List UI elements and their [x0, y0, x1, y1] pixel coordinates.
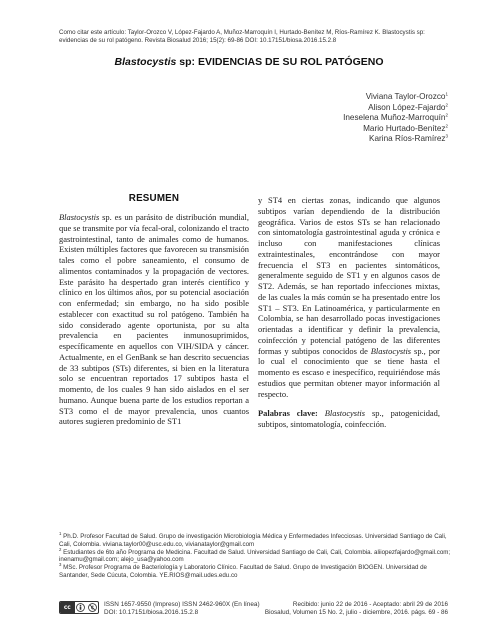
title-genus: Blastocystis [114, 56, 177, 68]
author-3: Ineselena Muñoz-Marroquín$^2$ [343, 112, 448, 123]
volume-line: Biosalud, Volumen 15 No. 2, julio - diciembre, 2016. págs. 69 - 86 [264, 609, 448, 617]
cc-license-badge[interactable] [59, 601, 99, 614]
abstract-paragraph-right: y ST4 en ciertas zonas, indicando que algunos subtipos varían dependiendo de la distribución geográfica. Varios de estos STs se han relacionado con sintomatología gastrointestinal aguda y crónica e incluso con manifestaciones clínicas extraintestinales, encontrándose con mayor frecuencia el ST3 en pacientes sintomáticos, generalmente seguido de ST1 y en algunos casos de ST2. Además, se han reportado infecciones mixtas, de las cuales la más común se ha presentado entre los ST1 – ST3. En Latinoamérica, y particularmente en Colombia, se han desarrollado pocas investigaciones orientadas a identificar y definir la prevalencia, coinfección y potencial patógeno de las diferentes formas y subtipos conocidos de Blastocystis sp., por lo cual el conocimiento que se tiene hasta el momento es escaso e inespecífico, requiriéndose más estudios que permitan obtener mayor información al respecto. [258, 195, 440, 399]
author-5: Karina Ríos-Ramírez$^3$ [369, 133, 448, 144]
attribution-icon [75, 602, 87, 613]
citation-note: Como citar este artículo: Taylor-Orozco V, López-Fajardo A, Muñoz-Marroquín I, Hurtado-Benítez M, Ríos-Ramírez K. Blastocystis sp: evidencias de su rol patógeno. Revista Biosalud 2016; 15(2): 69-86 DOI: 10.17151/biosa.2016.15.2.8 [59, 29, 425, 45]
issn-line: ISSN 1657-9550 (Impreso) ISSN 2462-960X (En línea) [104, 601, 260, 608]
abstract-paragraph-left: Blastocystis sp. es un parásito de distribución mundial, que se transmite por vía fecal-oral, colonizando el tracto gastrointestinal, tanto de animales como de humanos. Existen múltiples factores que favorecen su transmisión tales como el pobre saneamiento, el consumo de alimentos contaminados y la propagación de vectores. Este parásito ha despertado gran interés científico y clínico en los últimos años, por su potencial asociación con enfermedad; sin embargo, no ha sido posible establecer con exactitud su rol patógeno. También ha sido considerado agente oportunista, por su alta prevalencia en pacientes inmunosuprimidos, específicamente en aquellos con VIH/SIDA y cáncer. Actualmente, en el GenBank se han descrito secuencias de 33 subtipos (STs) diferentes, si bien en la literatura solo se encuentran reportados 17 subtipos hasta el momento, de los cuales 9 han sido aislados en el ser humano. Aunque buena parte de los estudios reportan a ST3 como el de mayor prevalencia, unos cuantos autores sugieren predominio de ST1 [59, 212, 249, 427]
footnote-3: $^3$ MSc. Profesor Programa de Bacteriología y Laboratorio Clínico. Facultad de Salud. Grupo de Investigación BIOGEN. Universidad de Santander, Sede Cúcuta, Colombia. YE.RIOS@mail.udes.edu.co [59, 561, 427, 579]
abstract-left-column [59, 212, 249, 427]
article-title [0, 56, 498, 68]
abstract-heading: RESUMEN [128, 193, 180, 204]
doi-line: DOI: 10.17151/biosa.2016.15.2.8 [104, 609, 199, 617]
footnote-2: $^2$ Estudiantes de 6to año Programa de Medicina. Facultad de Salud. Universidad Santiago de Cali, Cali, Colombia. aliiopezfajardo@gmail.com; inenamu@gmail.com; alejo_usa@yahoo.com [59, 546, 451, 563]
footnote-1: $^1$ Ph.D. Profesor Facultad de Salud. Grupo de investigación Microbiología Médica y Enfermedades Infecciosas. Universidad Santiago de Cali, Cali, Colombia. viviana.taylor00@usc.edu.co, vivianataylor@gmail.com [59, 530, 447, 548]
author-2: Alison López-Fajardo$^2$ [368, 101, 448, 112]
abstract-right-column [258, 195, 440, 430]
footnotes [59, 530, 451, 580]
author-1: Viviana Taylor-Orozco$^1$ [365, 91, 448, 101]
author-4: Mario Hurtado-Benítez$^2$ [363, 123, 448, 133]
keywords-label: Palabras clave: [258, 408, 318, 419]
keywords: Palabras clave: Blastocystis sp., patogenicidad, subtipos, sintomatología, coinfección. [258, 408, 440, 429]
noncommercial-icon [86, 602, 98, 613]
received-line: Recibido: junio 22 de 2016 - Aceptado: abril 29 de 2016 [292, 601, 448, 608]
publication-dates [265, 601, 448, 617]
title-rest: sp: EVIDENCIAS DE SU ROL PATÓGENO [176, 56, 384, 68]
cc-icon: cc [60, 602, 75, 613]
issn-info [104, 601, 260, 617]
author-list [343, 92, 448, 145]
